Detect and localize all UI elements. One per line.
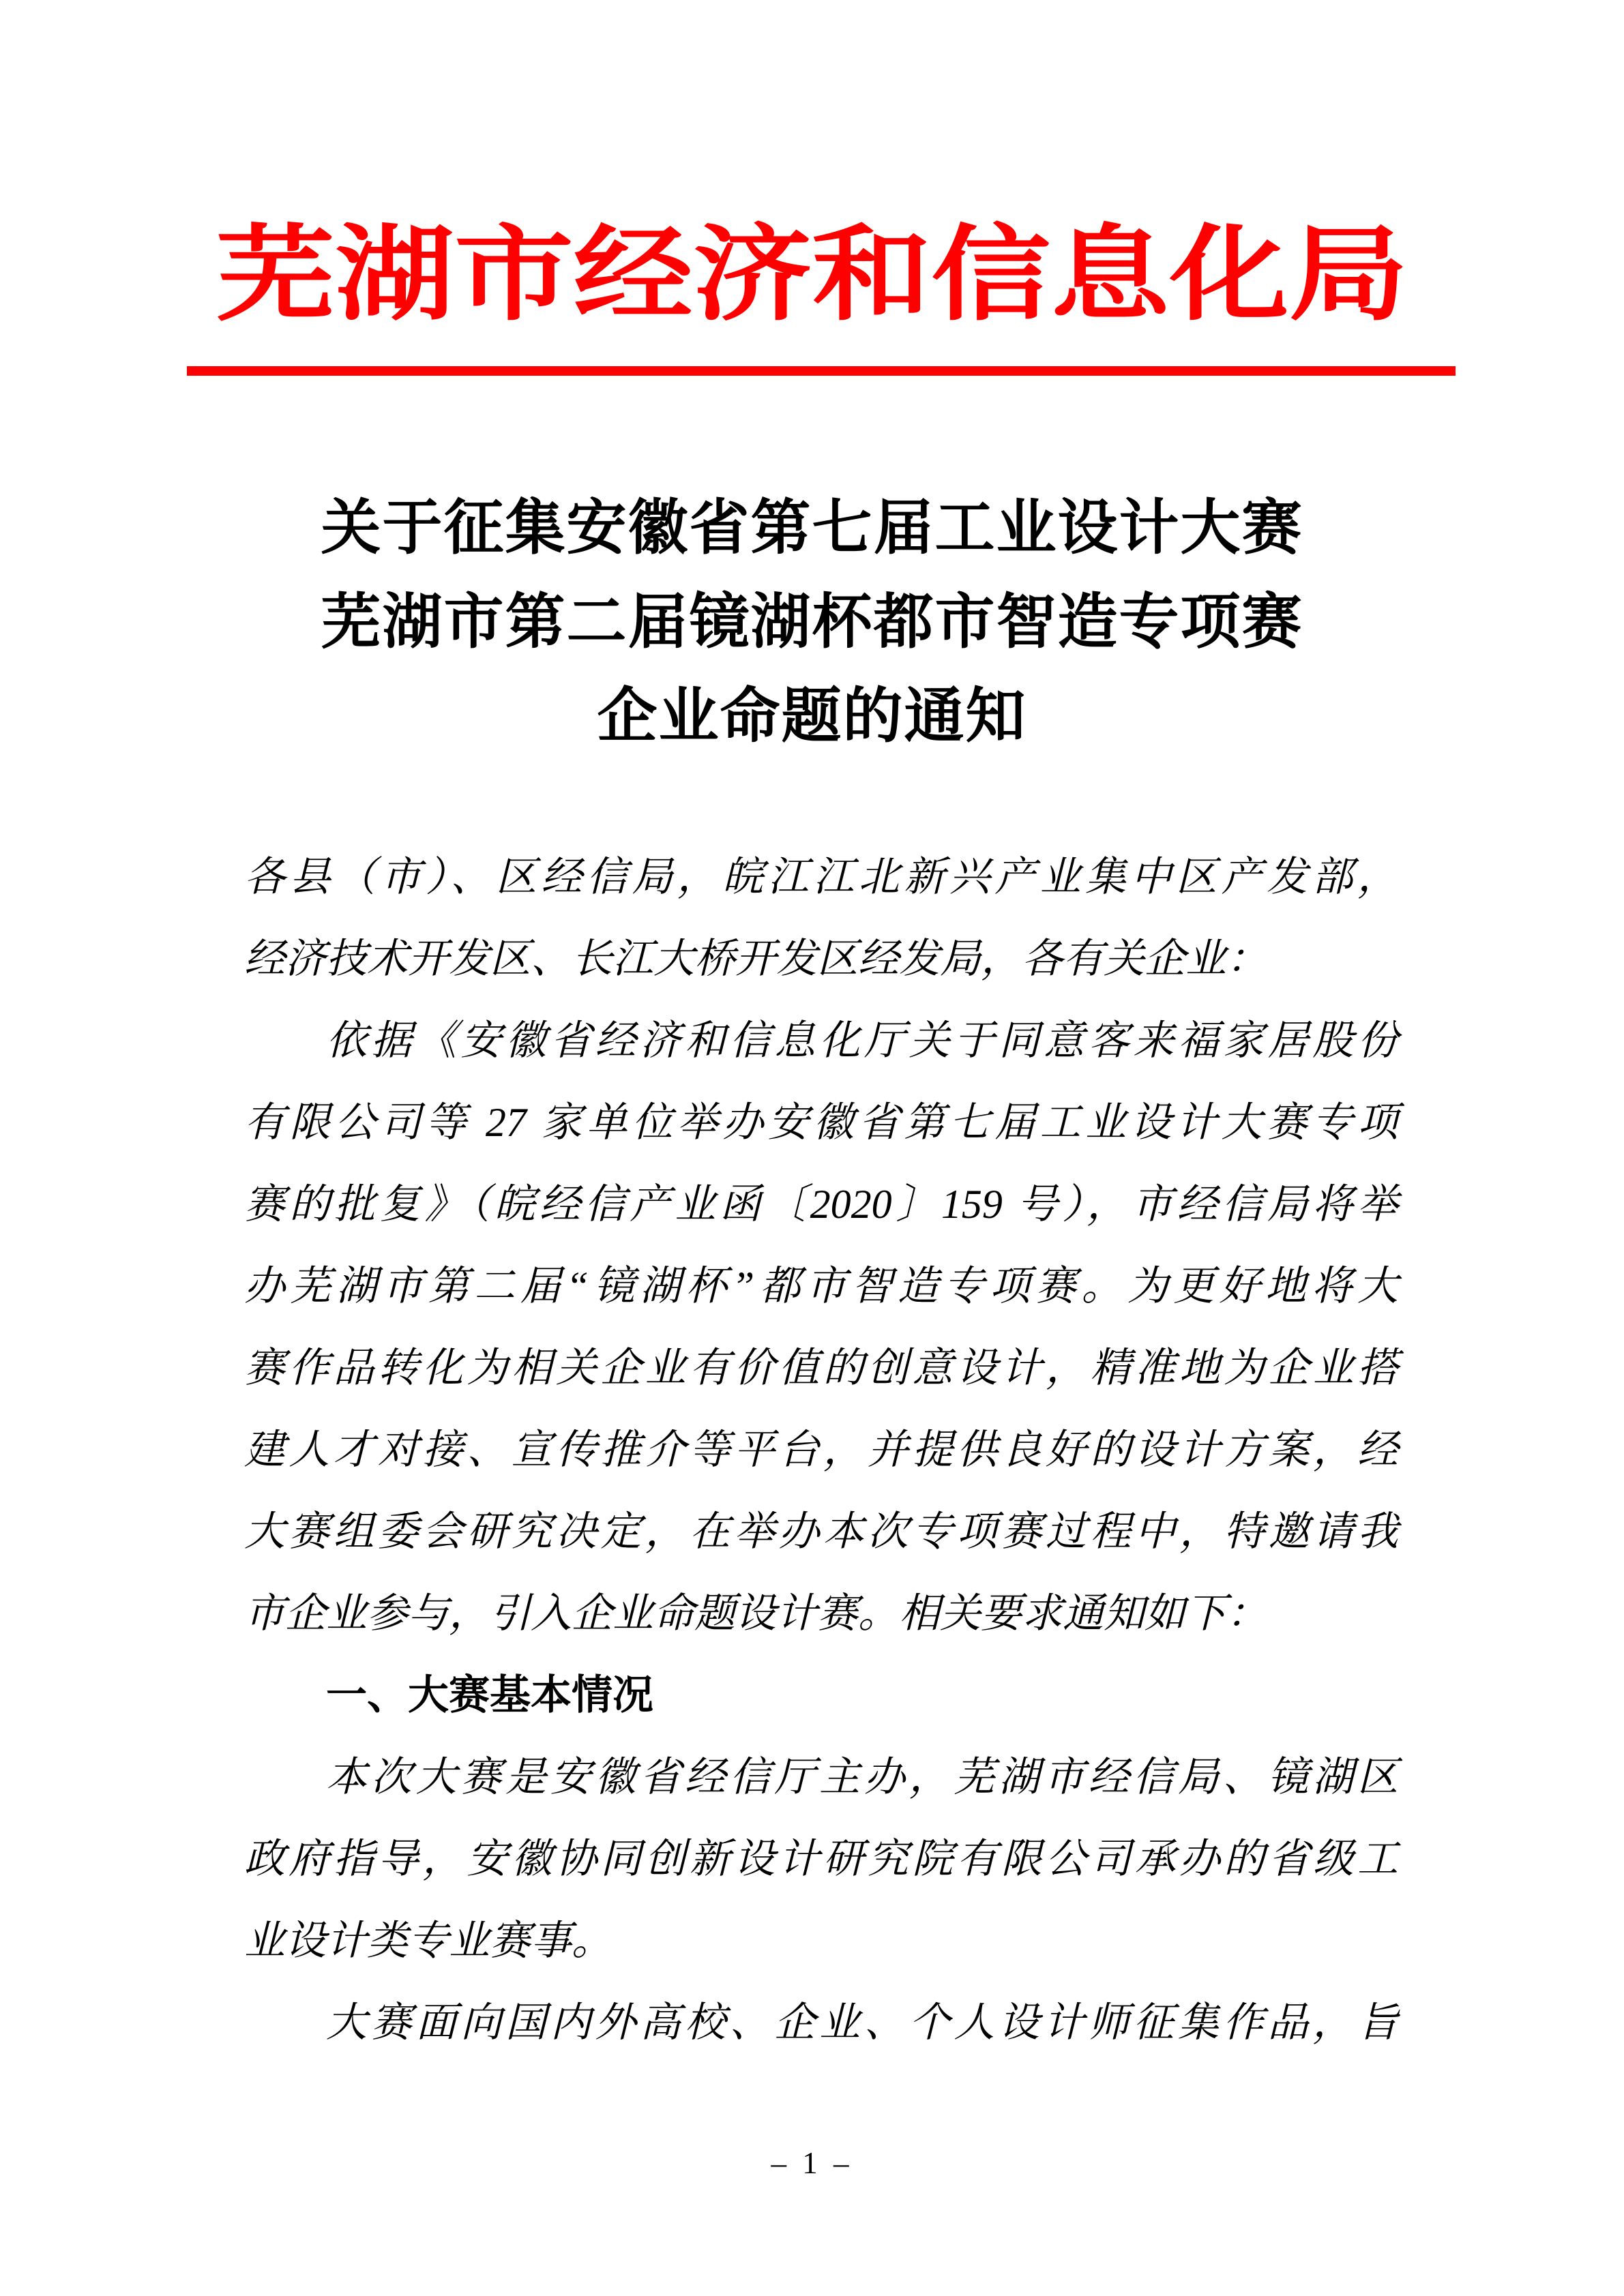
body-line: 大赛组委会研究决定，在举办本次专项赛过程中，特邀请我 — [244, 1509, 1398, 1554]
body-line: 赛的批复》（皖经信产业函〔2020〕159 号），市经信局将举 — [244, 1182, 1398, 1227]
body-line: 业设计类专业赛事。 — [244, 1918, 612, 1963]
document-body — [244, 836, 1398, 2063]
body-line: 各县（市）、区经信局，皖江江北新兴产业集中区产发部， — [244, 854, 1398, 899]
body-line: 市企业参与，引入企业命题设计赛。相关要求通知如下： — [244, 1591, 1267, 1636]
body-line: 赛作品转化为相关企业有价值的创意设计，精准地为企业搭 — [244, 1345, 1398, 1390]
body-line: 经济技术开发区、长江大桥开发区经发局，各有关企业： — [244, 936, 1267, 981]
document-title-line-3: 企业命题的通知 — [597, 684, 1027, 750]
body-line: 依据《安徽省经济和信息化厅关于同意客来福家居股份 — [326, 1018, 1398, 1063]
document-title — [0, 482, 1624, 764]
body-line: 政府指导，安徽协同创新设计研究院有限公司承办的省级工 — [244, 1836, 1398, 1881]
body-line: 建人才对接、宣传推介等平台，并提供良好的设计方案，经 — [244, 1427, 1398, 1472]
document-title-line-1: 关于征集安徽省第七届工业设计大赛 — [321, 496, 1303, 562]
section-heading: 一、大赛基本情况 — [326, 1672, 653, 1718]
page-number: – 1 – — [771, 2146, 853, 2180]
body-line: 本次大赛是安徽省经信厅主办，芜湖市经信局、镜湖区 — [326, 1755, 1398, 1800]
body-line: 办芜湖市第二届“镜湖杯”都市智造专项赛。为更好地将大 — [244, 1264, 1398, 1309]
document-title-line-2: 芜湖市第二届镜湖杯都市智造专项赛 — [321, 590, 1303, 656]
body-line: 大赛面向国内外高校、企业、个人设计师征集作品，旨 — [326, 2000, 1398, 2045]
body-line: 有限公司等 27 家单位举办安徽省第七届工业设计大赛专项 — [244, 1100, 1398, 1145]
agency-header-title: 芜湖市经济和信息化局 — [216, 218, 1408, 333]
red-divider-line — [187, 366, 1456, 376]
